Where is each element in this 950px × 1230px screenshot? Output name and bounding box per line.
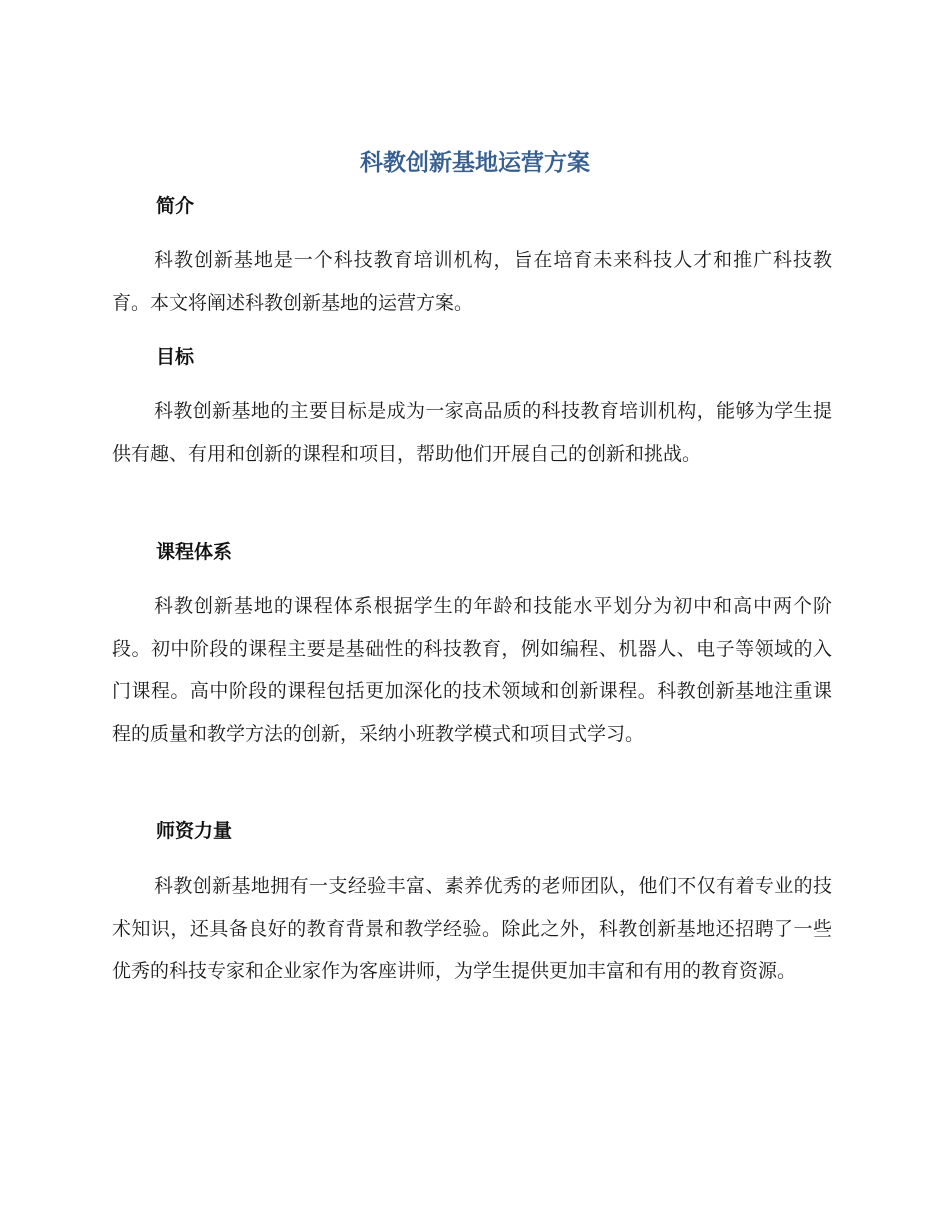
document-title: 科教创新基地运营方案 (360, 150, 590, 176)
section-heading-goals: 目标 (156, 346, 195, 368)
section-heading-curriculum: 课程体系 (156, 541, 233, 563)
section-paragraph-intro: 科教创新基地是一个科技教育培训机构，旨在培育未来科技人才和推广科技教育。本文将阐述科教创新基地的运营方案。 (112, 249, 832, 314)
section-heading-intro: 简介 (156, 195, 195, 217)
section-paragraph-goals: 科教创新基地的主要目标是成为一家高品质的科技教育培训机构，能够为学生提供有趣、有用和创新的课程和项目，帮助他们开展自己的创新和挑战。 (112, 400, 832, 465)
section-heading-faculty: 师资力量 (156, 820, 233, 842)
section-paragraph-curriculum: 科教创新基地的课程体系根据学生的年龄和技能水平划分为初中和高中两个阶段。初中阶段的课程主要是基础性的科技教育，例如编程、机器人、电子等领域的入门课程。高中阶段的课程包括更加深化的技术领域和创新课程。科教创新基地注重课程的质量和教学方法的创新，采纳小班教学模式和项目式学习。 (112, 595, 832, 745)
section-paragraph-faculty: 科教创新基地拥有一支经验丰富、素养优秀的老师团队，他们不仅有着专业的技术知识，还具备良好的教育背景和教学经验。除此之外，科教创新基地还招聘了一些优秀的科技专家和企业家作为客座讲师，为学生提供更加丰富和有用的教育资源。 (112, 875, 832, 982)
